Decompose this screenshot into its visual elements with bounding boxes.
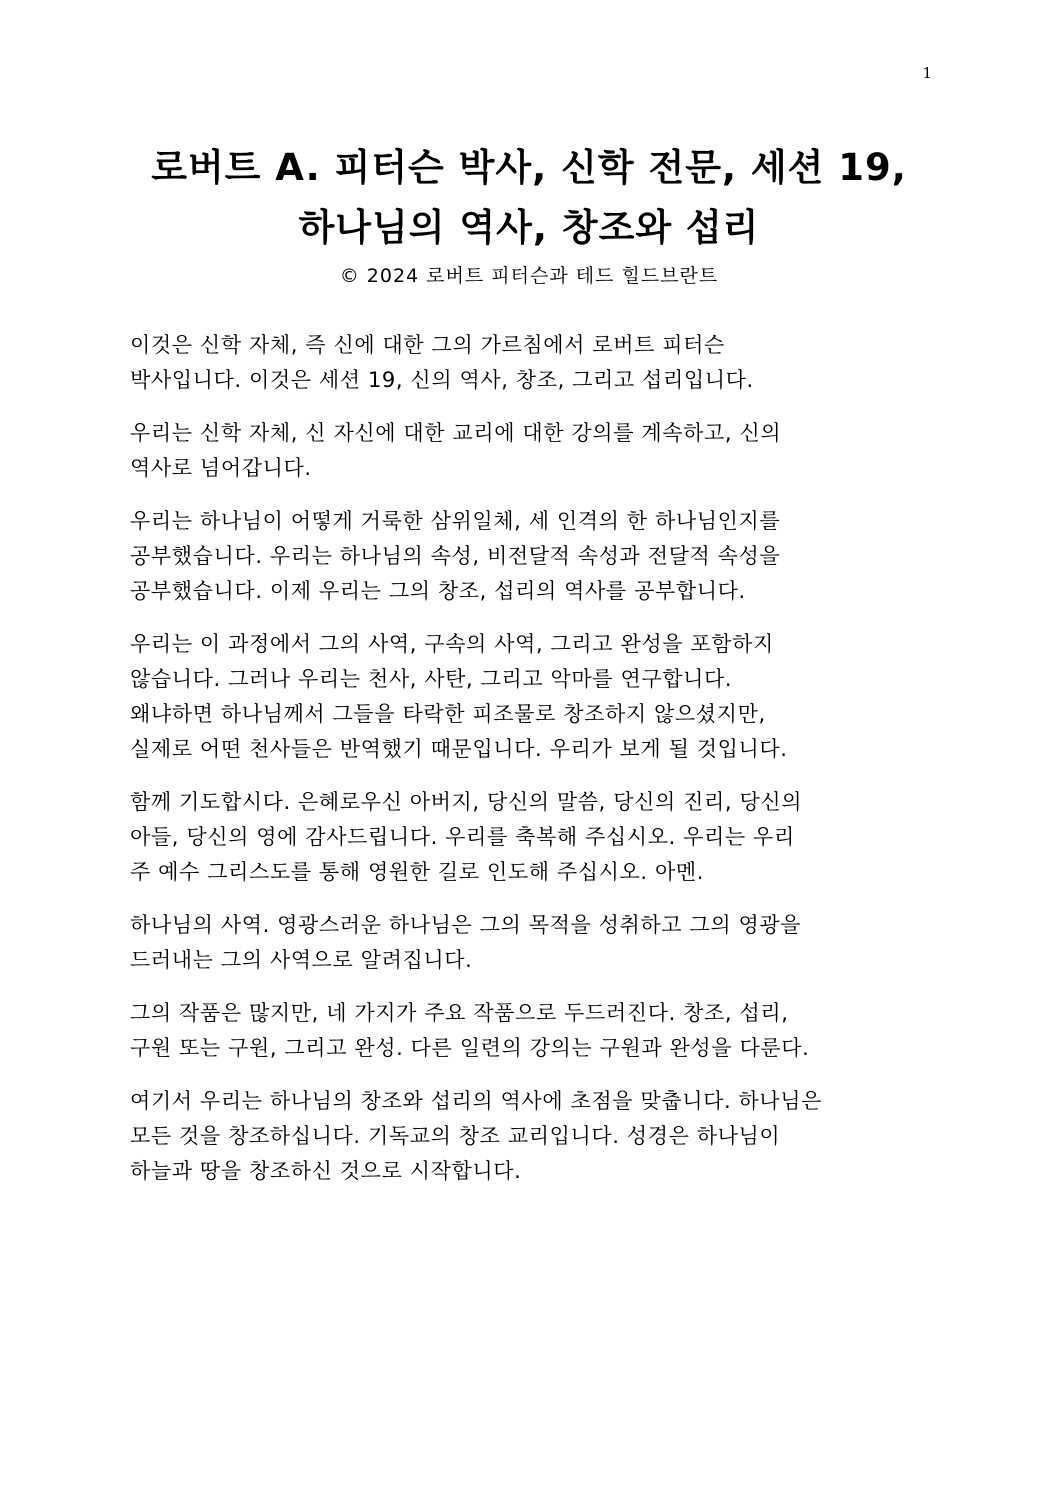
paragraph-line: 하늘과 땅을 창조하신 것으로 시작합니다. — [130, 1159, 522, 1183]
paragraph-line: 공부했습니다. 우리는 하나님의 속성, 비전달적 속성과 전달적 속성을 — [130, 544, 781, 568]
paragraph-line: 이것은 신학 자체, 즉 신에 대한 그의 가르침에서 로버트 피터슨 — [130, 333, 725, 357]
paragraph-line: 우리는 이 과정에서 그의 사역, 구속의 사역, 그리고 완성을 포함하지 — [130, 632, 774, 656]
paragraph — [130, 416, 950, 486]
body-text — [130, 328, 950, 1207]
paragraph-line: 구원 또는 구원, 그리고 완성. 다른 일련의 강의는 구원과 완성을 다룬다. — [130, 1036, 810, 1060]
paragraph — [130, 504, 950, 609]
copyright-notice: © 2024 로버트 피터슨과 테드 힐드브란트 — [339, 265, 719, 287]
document-title-line-2: 하나님의 역사, 창조와 섭리 — [298, 206, 760, 249]
title-block — [0, 138, 1058, 290]
paragraph-line: 주 예수 그리스도를 통해 영원한 길로 인도해 주십시오. 아멘. — [130, 860, 705, 884]
paragraph — [130, 627, 950, 767]
paragraph-line: 함께 기도합시다. 은혜로우신 아버지, 당신의 말씀, 당신의 진리, 당신의 — [130, 790, 803, 814]
page-number: 1 — [922, 64, 932, 82]
paragraph-line: 아들, 당신의 영에 감사드립니다. 우리를 축복해 주십시오. 우리는 우리 — [130, 825, 795, 849]
paragraph-line: 모든 것을 창조하십니다. 기독교의 창조 교리입니다. 성경은 하나님이 — [130, 1124, 781, 1148]
document-title-line-1: 로버트 A. 피터슨 박사, 신학 전문, 세션 19, — [151, 146, 907, 189]
paragraph-line: 않습니다. 그러나 우리는 천사, 사탄, 그리고 악마를 연구합니다. — [130, 667, 733, 691]
paragraph — [130, 785, 950, 890]
paragraph-line: 왜냐하면 하나님께서 그들을 타락한 피조물로 창조하지 않으셨지만, — [130, 702, 766, 726]
paragraph-line: 그의 작품은 많지만, 네 가지가 주요 작품으로 두드러진다. 창조, 섭리, — [130, 1001, 789, 1025]
paragraph-line: 공부했습니다. 이제 우리는 그의 창조, 섭리의 역사를 공부합니다. — [130, 579, 746, 603]
paragraph-line: 역사로 넘어갑니다. — [130, 456, 312, 480]
paragraph — [130, 996, 950, 1066]
paragraph — [130, 328, 950, 398]
paragraph — [130, 908, 950, 978]
paragraph-line: 우리는 하나님이 어떻게 거룩한 삼위일체, 세 인격의 한 하나님인지를 — [130, 509, 781, 533]
paragraph-line: 실제로 어떤 천사들은 반역했기 때문입니다. 우리가 보게 될 것입니다. — [130, 737, 788, 761]
paragraph-line: 박사입니다. 이것은 세션 19, 신의 역사, 창조, 그리고 섭리입니다. — [130, 368, 754, 392]
paragraph-line: 우리는 신학 자체, 신 자신에 대한 교리에 대한 강의를 계속하고, 신의 — [130, 421, 782, 445]
paragraph — [130, 1084, 950, 1189]
paragraph-line: 드러내는 그의 사역으로 알려집니다. — [130, 948, 473, 972]
paragraph-line: 여기서 우리는 하나님의 창조와 섭리의 역사에 초점을 맞춥니다. 하나님은 — [130, 1089, 823, 1113]
paragraph-line: 하나님의 사역. 영광스러운 하나님은 그의 목적을 성취하고 그의 영광을 — [130, 913, 802, 937]
